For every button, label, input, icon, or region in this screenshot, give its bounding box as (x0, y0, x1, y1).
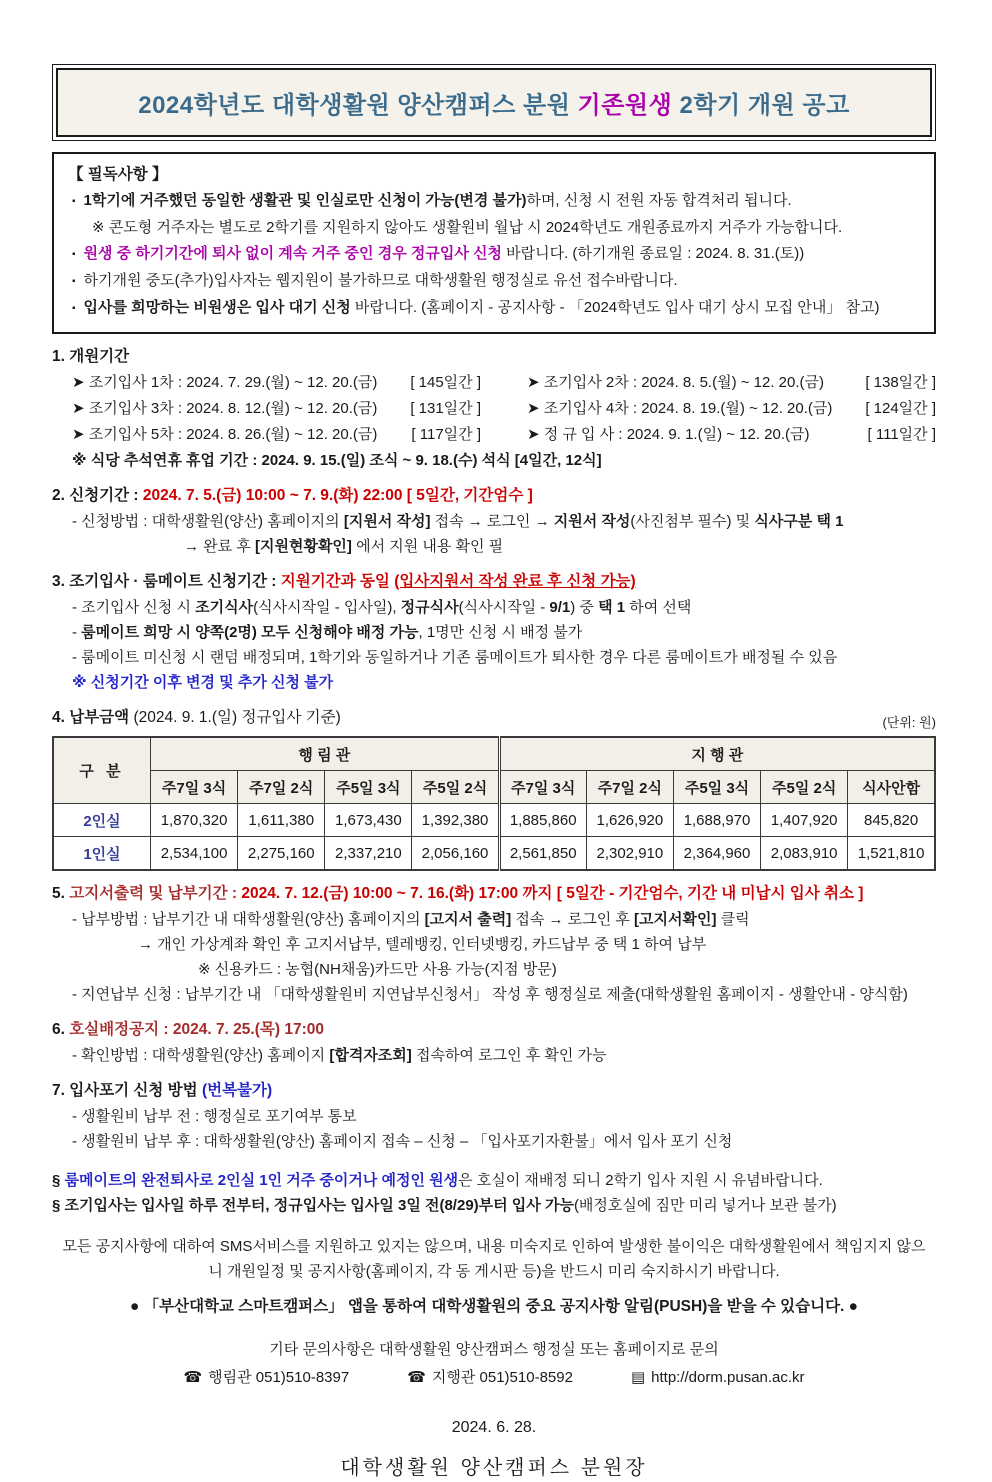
section-heading (52, 1017, 936, 1043)
text-line (52, 448, 936, 473)
phone-icon: ☎ (183, 1369, 203, 1386)
text-segment: 2. 신청기간 : (52, 487, 143, 504)
fee-cell: 2,083,910 (761, 837, 848, 871)
text-line (52, 1104, 936, 1129)
text-segment: 입사를 희망하는 비원생은 입사 대기 신청 (83, 299, 351, 316)
footer-contacts (52, 1366, 936, 1390)
period-days: [ 124일간 ] (865, 400, 936, 417)
period-label: ➤ 정 규 입 사 : 2024. 9. 1.(일) ~ 12. 20.(금) (527, 426, 810, 443)
meal-plan-header: 주5일 3식 (673, 771, 760, 804)
text-segment: 접속 → 로그인 후 (511, 911, 635, 928)
title-box (52, 64, 936, 141)
fee-table-container (52, 736, 936, 871)
fee-cell: 2,302,910 (586, 837, 673, 871)
text-segment: (식사시작일 - (458, 599, 550, 616)
phone-icon: ☎ (407, 1369, 426, 1386)
text-segment: 지원기간과 동일 (280, 573, 395, 590)
section-opening-period (52, 344, 936, 473)
footer-push-notice: ● 「부산대학교 스마트캠퍼스」 앱을 통하여 대학생활원의 중요 공지사항 알림(PUSH)을 받을 수 있습니다. ● (129, 1298, 859, 1315)
section-heading (52, 1078, 936, 1104)
text-segment: 택 1 (598, 599, 626, 616)
text-line (52, 670, 936, 695)
opening-period-item (527, 396, 936, 422)
section-lines (52, 509, 936, 559)
text-segment: (2024. 9. 1.(일) 정규입사 기준) (129, 709, 341, 726)
period-days: [ 138일간 ] (865, 374, 936, 391)
contact-label: http://dorm.pusan.ac.kr (651, 1369, 805, 1386)
fee-row (53, 837, 935, 871)
text-segment: 호실배정공지 : 2024. 7. 25.(목) 17:00 (69, 1021, 324, 1038)
text-segment: 2024. 7. 12.(금) 10:00 ~ 7. 16.(화) 17:00 까지 [ 5일간 - 기간엄수, 기간 내 미납시 입사 취소 ] (241, 885, 864, 902)
text-segment: 3. 조기입사 · 룸메이트 신청기간 : (52, 573, 281, 590)
text-line (52, 509, 936, 534)
text-segment: § (52, 1197, 65, 1214)
meal-plan-header: 주7일 3식 (499, 771, 586, 804)
contact-item (407, 1366, 573, 1390)
text-segment: (배정호실에 짐만 미리 넣거나 보관 불가) (573, 1197, 837, 1214)
opening-period-item (72, 396, 481, 422)
text-segment: - 지연납부 신청 : 납부기간 내 「대학생활원비 지연납부신청서」 작성 후 행정실로 제출(대학생활원 홈페이지 - 생활안내 - 양식함) (72, 986, 908, 1003)
fee-cell: 845,820 (848, 804, 935, 837)
text-segment: 접속 → 로그인 → (430, 513, 554, 530)
text-segment: 고지서출력 및 납부기간 : (69, 885, 242, 902)
period-days: [ 145일간 ] (410, 374, 481, 391)
document-title (56, 68, 932, 137)
room-type-label: 2인실 (53, 804, 151, 837)
fee-cell: 1,392,380 (412, 804, 499, 837)
text-segment: - (72, 624, 82, 641)
fee-header-row (53, 737, 935, 771)
text-segment: ) 중 (570, 599, 599, 616)
text-segment: 클릭 (716, 911, 750, 928)
text-line (52, 620, 936, 645)
period-label: ➤ 조기입사 5차 : 2024. 8. 26.(월) ~ 12. 20.(금) (72, 426, 378, 443)
text-segment: [고지서 출력] (424, 911, 512, 928)
fee-cell: 1,688,970 (673, 804, 760, 837)
footer-date: 2024. 6. 28. (451, 1419, 537, 1436)
section-payment-amount (52, 705, 936, 871)
text-line (52, 1129, 936, 1154)
bullet-icon: ▪ (72, 196, 76, 207)
text-line (52, 645, 936, 670)
opening-periods (52, 370, 936, 448)
notice-bullet (68, 215, 920, 241)
opening-period-item (527, 370, 936, 396)
notice-bullet (68, 241, 920, 268)
bullet-icon: ▪ (72, 276, 76, 287)
fee-cell: 2,364,960 (673, 837, 760, 871)
fee-table-header-row (52, 705, 936, 731)
fee-cell: 1,673,430 (325, 804, 412, 837)
notice-bullet (68, 268, 920, 295)
fee-cell: 2,534,100 (151, 837, 238, 871)
text-segment: 6. (52, 1021, 70, 1038)
text-line (52, 932, 936, 957)
text-segment: (번복불가) (201, 1082, 273, 1099)
meal-plan-header: 주7일 3식 (151, 771, 238, 804)
footer-inquiry: 기타 문의사항은 대학생활원 양산캠퍼스 행정실 또는 홈페이지로 문의 (269, 1341, 719, 1358)
text-segment: 조기식사 (195, 599, 254, 616)
section-heading (52, 483, 936, 509)
notice-bullet (68, 188, 920, 215)
text-segment: - 룸메이트 미신청 시 랜덤 배정되며, 1학기와 동일하거나 기존 룸메이트가 퇴사한 경우 다른 룸메이트가 배정될 수 있음 (72, 649, 838, 666)
text-segment: 하며, 신청 시 전원 자동 합격처리 됩니다. (526, 192, 792, 209)
section-lines (52, 1104, 936, 1154)
text-line (52, 907, 936, 932)
fee-cell: 1,521,810 (848, 837, 935, 871)
website-icon: ▤ (630, 1369, 646, 1386)
section-lines (52, 448, 936, 473)
section-lines (52, 595, 936, 695)
text-segment: 4. 납부금액 (52, 709, 130, 726)
text-segment: § (52, 1172, 65, 1189)
text-segment: 1. 개원기간 (52, 348, 130, 365)
text-segment: - 신청방법 : 대학생활원(양산) 홈페이지의 (72, 513, 344, 530)
text-segment: → 완료 후 (184, 538, 255, 555)
text-line (52, 1168, 936, 1193)
footer-disclaimer: 모든 공지사항에 대하여 SMS서비스를 지원하고 있지는 않으며, 내용 미숙지로 인하여 발생한 불이익은 대학생활원에서 책임지지 않으니 개원일정 및 공지사항(홈페이지, 각 동 게시판 등)을 반드시 미리 숙지하시기 바랍니다. (62, 1238, 926, 1280)
section-entry-waiver (52, 1078, 936, 1154)
text-segment: (식사시작일 - 입사일), (253, 599, 401, 616)
text-segment: ※ 콘도형 거주자는 별도로 2학기를 지원하지 않아도 생활원비 월납 시 2024학년도 개원종료까지 거주가 가능합니다. (92, 219, 843, 236)
text-segment: - 생활원비 납부 후 : 대학생활원(양산) 홈페이지 접속 – 신청 – 「입사포기자환불」에서 입사 포기 신청 (72, 1133, 733, 1150)
fee-row (53, 804, 935, 837)
text-segment: 바랍니다. (하기개원 종료일 : 2024. 8. 31.(토)) (501, 245, 805, 262)
column-header: 구 분 (53, 737, 151, 804)
text-line (52, 982, 936, 1007)
opening-period-item (72, 422, 481, 448)
opening-period-item (72, 370, 481, 396)
bullet-icon: ▪ (72, 249, 76, 260)
text-segment: , 1명만 신청 시 배정 불가 (418, 624, 583, 641)
additional-notes (52, 1168, 936, 1218)
text-segment: [합격자조회] (329, 1047, 412, 1064)
text-segment: 7. 입사포기 신청 방법 (52, 1082, 202, 1099)
text-segment: - 확인방법 : 대학생활원(양산) 홈페이지 (72, 1047, 330, 1064)
period-days: [ 117일간 ] (411, 426, 481, 443)
section-application-period (52, 483, 936, 559)
text-segment: (입사지원서 작성 완료 후 신청 가능) (394, 573, 636, 590)
text-line (52, 595, 936, 620)
text-segment: 2학기 개원 공고 (672, 92, 850, 119)
notice-bullet (68, 295, 920, 322)
text-segment: [지원서 작성] (343, 513, 431, 530)
room-type-label: 1인실 (53, 837, 151, 871)
contact-label: 행림관 051)510-8397 (208, 1369, 350, 1386)
fee-cell: 2,056,160 (412, 837, 499, 871)
text-segment: 룸메이트 희망 시 양쪽(2명) 모두 신청해야 배정 가능 (81, 624, 419, 641)
text-segment: ※ 식당 추석연휴 휴업 기간 : 2024. 9. 15.(일) 조식 ~ 9. 18.(수) 석식 [4일간, 12식] (72, 452, 602, 469)
section-lines (52, 1043, 936, 1068)
fee-cell: 1,407,920 (761, 804, 848, 837)
period-label: ➤ 조기입사 4차 : 2024. 8. 19.(월) ~ 12. 20.(금) (527, 400, 833, 417)
section-early-entry-roommate (52, 569, 936, 695)
period-days: [ 111일간 ] (867, 426, 936, 443)
period-label: ➤ 조기입사 1차 : 2024. 7. 29.(월) ~ 12. 20.(금) (72, 374, 378, 391)
text-segment: 하기개원 중도(추가)입사자는 웹지원이 불가하므로 대학생활원 행정실로 유선 접수바랍니다. (83, 272, 678, 289)
fee-cell: 2,337,210 (325, 837, 412, 871)
text-segment: 원생 중 하기기간에 퇴사 없이 계속 거주 중인 경우 정규입사 신청 (83, 245, 502, 262)
text-segment: 은 호실이 재배정 되니 2학기 입사 지원 시 유념바랍니다. (458, 1172, 823, 1189)
section-heading (52, 705, 341, 731)
text-segment: 에서 지원 내용 확인 필 (351, 538, 504, 555)
text-segment: → 개인 가상계좌 확인 후 고지서납부, 텔레뱅킹, 인터넷뱅킹, 카드납부 중 택 1 하여 납부 (138, 936, 707, 953)
text-segment: ※ 신청기간 이후 변경 및 추가 신청 불가 (72, 674, 334, 691)
contact-label: 지행관 051)510-8592 (431, 1369, 573, 1386)
meal-plan-header: 주7일 2식 (238, 771, 325, 804)
text-line (52, 1193, 936, 1218)
text-segment: 식사구분 택 1 (754, 513, 844, 530)
section-lines (52, 907, 936, 1007)
text-segment: 룸메이트의 완전퇴사로 2인실 1인 거주 중이거나 예정인 원생 (64, 1172, 459, 1189)
bullet-icon: ▪ (72, 303, 76, 314)
text-segment: (사진첨부 필수) 및 (630, 513, 755, 530)
meal-plan-header: 주5일 2식 (412, 771, 499, 804)
text-segment: 정규식사 (400, 599, 459, 616)
text-segment: - 납부방법 : 납부기간 내 대학생활원(양산) 홈페이지의 (72, 911, 425, 928)
text-line (52, 1043, 936, 1068)
text-segment: 기존원생 (577, 92, 673, 119)
section-heading (52, 344, 936, 370)
fee-cell: 1,870,320 (151, 804, 238, 837)
period-label: ➤ 조기입사 2차 : 2024. 8. 5.(월) ~ 12. 20.(금) (527, 374, 825, 391)
meal-plan-header: 주5일 2식 (761, 771, 848, 804)
text-segment: ※ 신용카드 : 농협(NH채움)카드만 사용 가능(지점 방문) (198, 961, 557, 978)
meal-plan-header: 주7일 2식 (586, 771, 673, 804)
fee-cell: 2,275,160 (238, 837, 325, 871)
section-room-assignment (52, 1017, 936, 1068)
text-segment: 조기입사는 입사일 하루 전부터, 정규입사는 입사일 3일 전(8/29)부터 입사 가능 (64, 1197, 574, 1214)
text-segment: 5. (52, 885, 70, 902)
text-segment: 바랍니다. (홈페이지 - 공지사항 - 「2024학년도 입사 대기 상시 모집 안내」 참고) (350, 299, 880, 316)
section-bill-payment (52, 881, 936, 1007)
text-segment: [고지서확인] (634, 911, 717, 928)
contact-item (631, 1366, 805, 1390)
text-segment: 2024학년도 대학생활원 양산캠퍼스 분원 (138, 92, 578, 119)
text-line (52, 957, 936, 982)
period-label: ➤ 조기입사 3차 : 2024. 8. 12.(월) ~ 12. 20.(금) (72, 400, 378, 417)
text-segment: 9/1 (549, 599, 571, 616)
footer-signature: 대학생활원 양산캠퍼스 분원장 (340, 1457, 648, 1479)
opening-period-item (527, 422, 936, 448)
building-header: 지 행 관 (499, 737, 935, 771)
text-segment: - 조기입사 신청 시 (72, 599, 196, 616)
text-segment: - 생활원비 납부 전 : 행정실로 포기여부 통보 (72, 1108, 357, 1125)
fee-cell: 2,561,850 (499, 837, 586, 871)
contact-item (183, 1366, 349, 1390)
must-read-box (52, 152, 936, 334)
fee-unit-label: (단위: 원) (882, 715, 936, 730)
text-segment: 접속하여 로그인 후 확인 가능 (411, 1047, 607, 1064)
fee-table (52, 736, 936, 871)
fee-cell: 1,626,920 (586, 804, 673, 837)
must-read-bullets (68, 188, 920, 322)
fee-cell: 1,611,380 (238, 804, 325, 837)
fee-subheader-row (53, 771, 935, 804)
section-heading (52, 881, 936, 907)
fee-cell: 1,885,860 (499, 804, 586, 837)
text-segment: 1학기에 거주했던 동일한 생활관 및 인실로만 신청이 가능(변경 불가) (83, 192, 527, 209)
must-read-heading: 【 필독사항 】 (68, 166, 168, 183)
text-line (52, 534, 936, 559)
text-segment: 지원서 작성 (553, 513, 631, 530)
building-header: 행 림 관 (151, 737, 500, 771)
text-segment: 2024. 7. 5.(금) 10:00 ~ 7. 9.(화) 22:00 [ 5일간, 기간엄수 ] (142, 487, 533, 504)
meal-plan-header: 식사안함 (848, 771, 935, 804)
meal-plan-header: 주5일 3식 (325, 771, 412, 804)
period-days: [ 131일간 ] (410, 400, 481, 417)
text-segment: 하여 선택 (625, 599, 692, 616)
text-segment: [지원현황확인] (254, 538, 352, 555)
section-heading (52, 569, 936, 595)
